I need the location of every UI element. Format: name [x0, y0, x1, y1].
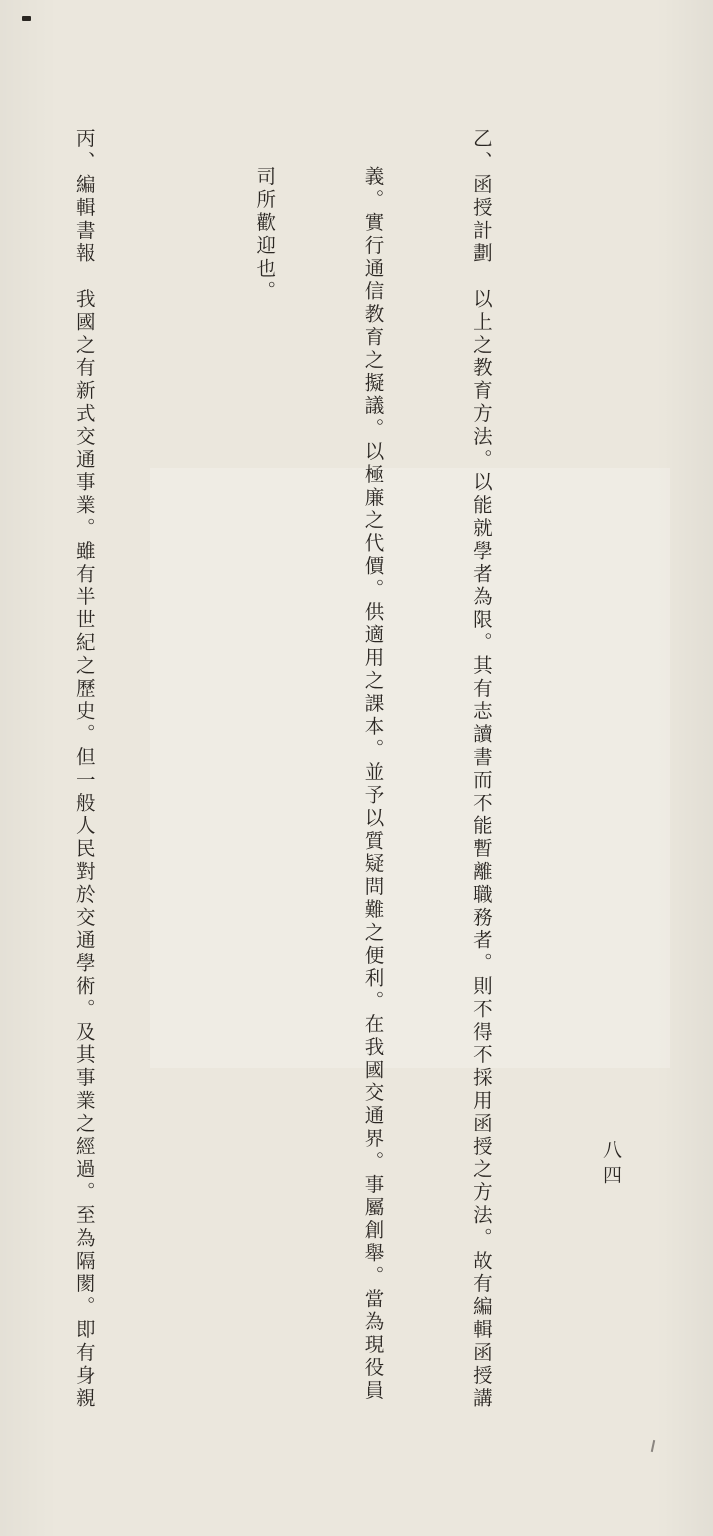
text-column: 丙、編輯書報 我國之有新式交通事業。雖有半世紀之歷史。但一般人民對於交通學術。及其事業之經過。至為隔閡。即有身親	[72, 128, 96, 1411]
vertical-text-block	[0, 128, 571, 1508]
text-column: 義。實行通信教育之擬議。以極廉之代價。供適用之課本。並予以質疑問難之便利。在我國交通界。事屬創舉。當為現役員	[361, 166, 385, 1403]
text-column: 乙、函授計劃 以上之教育方法。以能就學者為限。其有志讀書而不能暫離職務者。則不得不採用函授之方法。故有編輯函授講	[469, 128, 493, 1411]
ink-stain	[651, 1440, 655, 1452]
corner-ink-mark	[22, 16, 31, 21]
text-column: 司所歡迎也。	[253, 166, 277, 304]
page-number: 八四	[600, 1140, 622, 1190]
